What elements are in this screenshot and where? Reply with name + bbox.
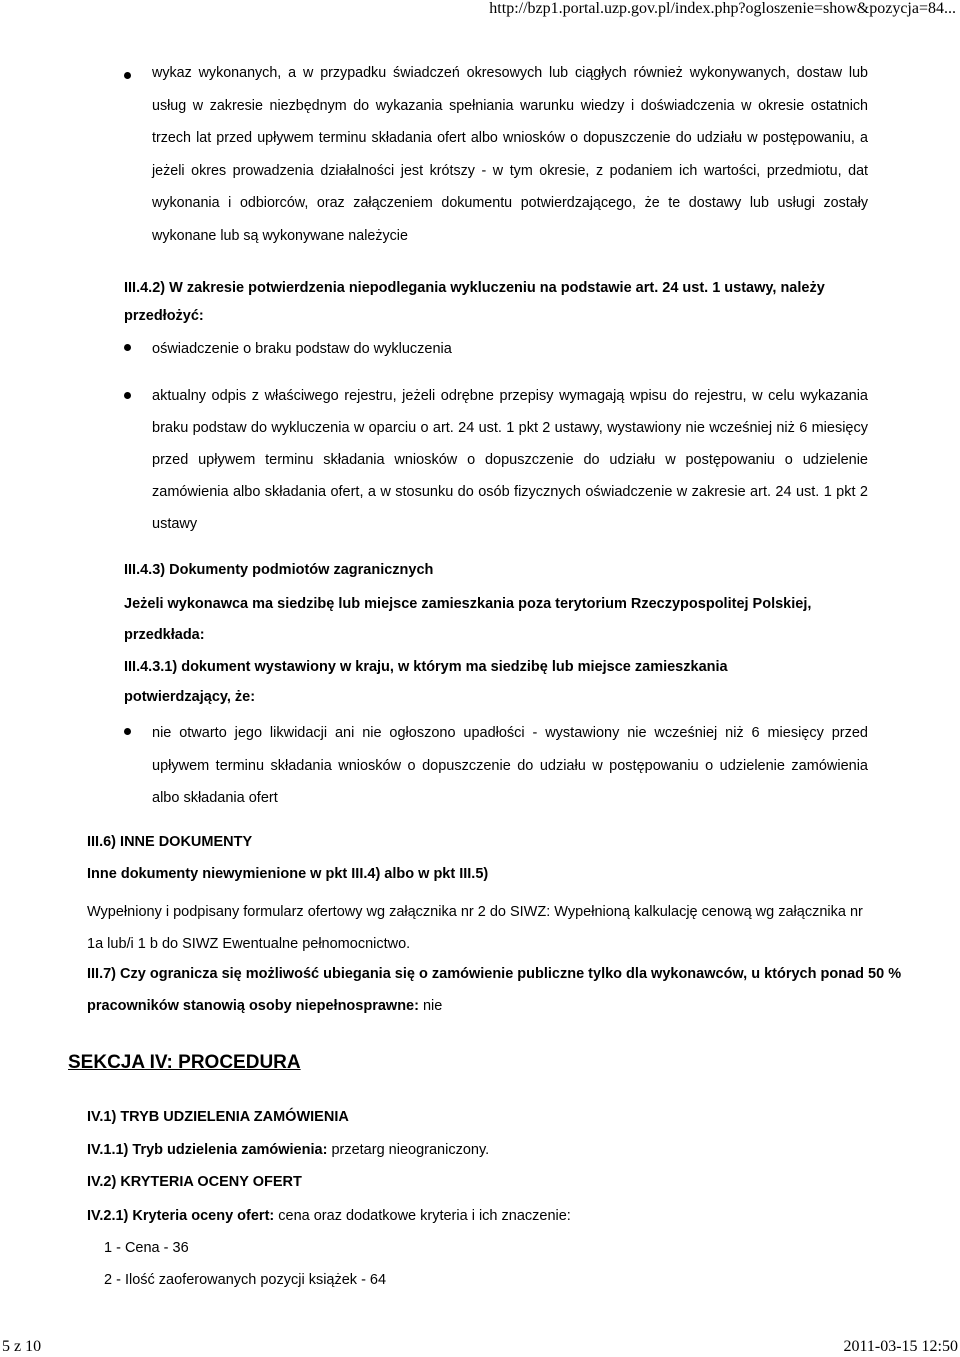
list-item-liquidation	[124, 727, 868, 815]
bullet-icon	[124, 728, 131, 735]
bullet-icon	[124, 344, 131, 351]
list-item-text: wykaz wykonanych, a w przypadku świadczeń okresowych lub ciągłych również wykonywanych, dostaw lub usług w zakresie niezbędnym do wykazania spełniania warunku wiedzy i doświadczenia w okresie ostatnich trzech lat przed upływem terminu składania ofert albo wniosków o dopuszczenie do udziału w postępowaniu, a jeżeli okres prowadzenia działalności jest krótszy - w tym okresie, z podaniem ich wartości, przedmiotu, dat wykonania i odbiorców, oraz załączeniem dokumentu potwierdzającego, że te dostawy lub usługi zostały wykonane lub są wykonywane należycie	[152, 65, 868, 244]
other-documents-text: Wypełniony i podpisany formularz ofertowy wg załącznika nr 2 do SIWZ: Wypełnioną kalkulację cenową wg załącznika nr 1a lub/i 1 b do SIWZ Ewentualne pełnomocnictwo.	[87, 904, 863, 952]
criteria-value: cena oraz dodatkowe kryteria i ich znaczenie:	[278, 1208, 571, 1224]
procedure-type	[87, 1140, 489, 1160]
heading-iii-4-3-1: III.4.3.1) dokument wystawiony w kraju, w którym ma siedzibę lub miejsce zamieszkania potwierdzający, że:	[124, 659, 728, 705]
iii-7-question	[87, 958, 902, 1022]
criteria-intro	[87, 1206, 571, 1226]
heading-iii-4-3: III.4.3) Dokumenty podmiotów zagranicznych	[124, 562, 434, 578]
criteria-label: IV.2.1) Kryteria oceny ofert:	[87, 1208, 275, 1224]
list-item-register	[124, 389, 868, 540]
bullet-icon	[124, 392, 131, 399]
list-item-experience	[124, 64, 868, 252]
list-item-declaration	[124, 341, 868, 359]
list-item-text: nie otwarto jego likwidacji ani nie ogłoszono upadłości - wystawiony nie wcześniej niż 6 miesięcy przed upływem terminu składania wniosków o dopuszczenie do udziału w postępowaniu o udzielenie zamówienia albo składania ofert	[152, 725, 868, 806]
heading-iv-2: IV.2) KRYTERIA OCENY OFERT	[87, 1174, 302, 1190]
list-item-text: aktualny odpis z właściwego rejestru, jeżeli odrębne przepisy wymagają wpisu do rejestru, w celu wykazania braku podstaw do wykluczenia w oparciu o art. 24 ust. 1 pkt 2 ustawy, wystawiony nie wcześniej niż 6 miesięcy przed upływem terminu składania wniosków o dopuszczenie do udziału w postępowaniu o udzielenie zamówienia albo składania ofert, a w stosunku do osób fizycznych oświadczenie w zakresie art. 24 ust. 1 pkt 2 ustawy	[152, 388, 868, 532]
procedure-type-value: przetarg nieograniczony.	[331, 1142, 490, 1158]
heading-iii-6: III.6) INNE DOKUMENTY	[87, 834, 253, 850]
heading-iv-1: IV.1) TRYB UDZIELENIA ZAMÓWIENIA	[87, 1109, 349, 1125]
header-url: http://bzp1.portal.uzp.gov.pl/index.php?ogloszenie=show&pozycja=84...	[489, 0, 956, 17]
criterion-item: 1 - Cena - 36	[104, 1240, 189, 1256]
bullet-icon	[124, 72, 131, 79]
iii-7-label: III.7) Czy ogranicza się możliwość ubiegania się o zamówienie publiczne tylko dla wykonawców, u których ponad 50 % pracowników stanowią osoby niepełnosprawne:	[87, 966, 902, 1014]
footer-page-number: 5 z 10	[2, 1338, 42, 1355]
iii-7-value: nie	[422, 998, 443, 1014]
heading-iii-4-2: III.4.2) W zakresie potwierdzenia niepodlegania wykluczeniu na podstawie art. 24 ust. 1 ustawy, należy przedłożyć:	[124, 280, 825, 324]
footer-datetime: 2011-03-15 12:50	[843, 1338, 958, 1355]
procedure-type-label: IV.1.1) Tryb udzielenia zamówienia:	[87, 1142, 328, 1158]
foreign-entities-text: Jeżeli wykonawca ma siedzibę lub miejsce zamieszkania poza terytorium Rzeczypospolitej Polskiej, przedkłada:	[124, 596, 812, 643]
list-item-text: oświadczenie o braku podstaw do wykluczenia	[152, 341, 452, 357]
section-iv-title: SEKCJA IV: PROCEDURA	[68, 1052, 301, 1073]
heading-iii-6-sub: Inne dokumenty niewymienione w pkt III.4) albo w pkt III.5)	[87, 866, 489, 882]
criterion-item: 2 - Ilość zaoferowanych pozycji książek - 64	[104, 1272, 387, 1288]
